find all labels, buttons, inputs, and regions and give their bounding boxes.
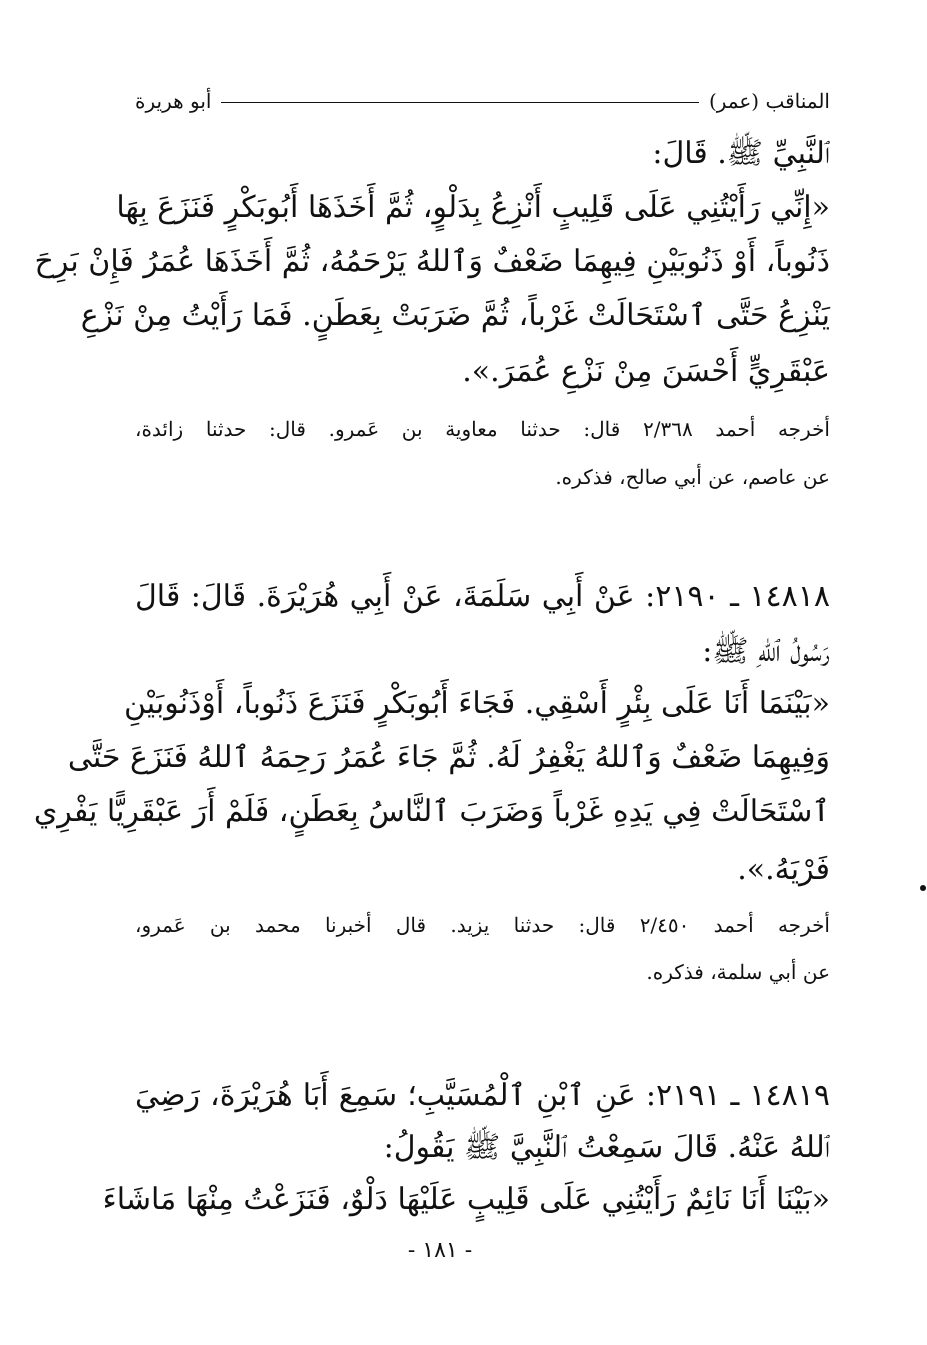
hadith-b-line-1: ١٤٨١٨ ـ ٢١٩٠: عَنْ أَبِي سَلَمَةَ، عَنْ أَبِي هُرَيْرَةَ. قَالَ: قَالَ bbox=[135, 579, 830, 614]
hadith-c-line-2: ٱللهُ عَنْهُ. قَالَ سَمِعْتُ ٱلنَّبِيَّ ﷺ يَقُولُ: bbox=[383, 1130, 830, 1165]
hadith-a-source-2: عن عاصم، عن أبي صالح، فذكره. bbox=[555, 465, 830, 489]
page-number: - ١٨١ - bbox=[407, 1238, 473, 1263]
header-rule bbox=[221, 102, 698, 103]
hadith-b-source-1: أخرجه أحمد ٢/٤٥٠ قال: حدثنا يزيد. قال أخبرنا محمد بن عَمرو، bbox=[135, 913, 830, 937]
hadith-b-line-3: «بَيْنَمَا أَنَا عَلَى بِئْرٍ أَسْقِي. فَجَاءَ أَبُوبَكْرٍ فَنَزَعَ ذَنُوباً، أَوْذَنُوبَيْنِ bbox=[123, 686, 830, 721]
header-narrator: أبو هريرة bbox=[135, 89, 212, 113]
hadith-c-line-3: «بَيْنَا أَنَا نَائِمٌ رَأَيْتُنِي عَلَى قَلِيبٍ عَلَيْهَا دَلْوٌ، فَنَزَعْتُ مِنْهَا مَاشَاءَ bbox=[102, 1182, 830, 1217]
hadith-b-line-2: رَسُولُ ٱللهِ ﷺ: bbox=[702, 634, 830, 669]
hadith-b-line-6: فَرْيَهُ.». bbox=[737, 852, 830, 887]
hadith-a-line-2: «إِنِّي رَأَيْتُنِي عَلَى قَلِيبٍ أَنْزِعُ بِدَلْوٍ، ثُمَّ أَخَذَهَا أَبُوبَكْرٍ فَنَزَعَ بِهَا bbox=[116, 190, 830, 225]
header-chapter: المناقب (عمر) bbox=[708, 89, 830, 113]
hadith-a-line-1: ٱلنَّبِيِّ ﷺ. قَالَ: bbox=[652, 136, 830, 171]
hadith-b-line-5: ٱسْتَحَالَتْ فِي يَدِهِ غَرْباً وَضَرَبَ ٱلنَّاسُ بِعَطَنٍ، فَلَمْ أَرَ عَبْقَرِيًّا يَفْرِي bbox=[33, 794, 830, 829]
hadith-a-line-4: يَنْزِعُ حَتَّى ٱسْتَحَالَتْ غَرْباً، ثُمَّ ضَرَبَتْ بِعَطَنٍ. فَمَا رَأَيْتُ مِنْ نَزْعِ bbox=[80, 298, 830, 333]
hadith-b-line-4: وَفِيهِمَا ضَعْفٌ وَٱللهُ يَغْفِرُ لَهُ. ثُمَّ جَاءَ عُمَرُ رَحِمَهُ ٱللهُ فَنَزَعَ حَتَّى bbox=[67, 740, 830, 775]
hadith-a-line-5: عَبْقَرِيٍّ أَحْسَنَ مِنْ نَزْعِ عُمَرَ.». bbox=[462, 354, 830, 389]
scan-speck bbox=[920, 885, 926, 891]
hadith-b-source-2: عن أبي سلمة، فذكره. bbox=[646, 960, 830, 984]
hadith-a-line-3: ذَنُوباً، أَوْ ذَنُوبَيْنِ فِيهِمَا ضَعْفٌ وَٱللهُ يَرْحَمُهُ، ثُمَّ أَخَذَهَا عُمَرُ فَإِنْ بَرِحَ bbox=[34, 244, 830, 279]
running-header bbox=[135, 88, 830, 114]
hadith-c-line-1: ١٤٨١٩ ـ ٢١٩١: عَنِ ٱبْنِ ٱلْمُسَيَّبِ؛ سَمِعَ أَبَا هُرَيْرَةَ، رَضِيَ bbox=[135, 1078, 830, 1113]
hadith-a-source-1: أخرجه أحمد ٢/٣٦٨ قال: حدثنا معاوية بن عَمرو. قال: حدثنا زائدة، bbox=[135, 417, 830, 441]
